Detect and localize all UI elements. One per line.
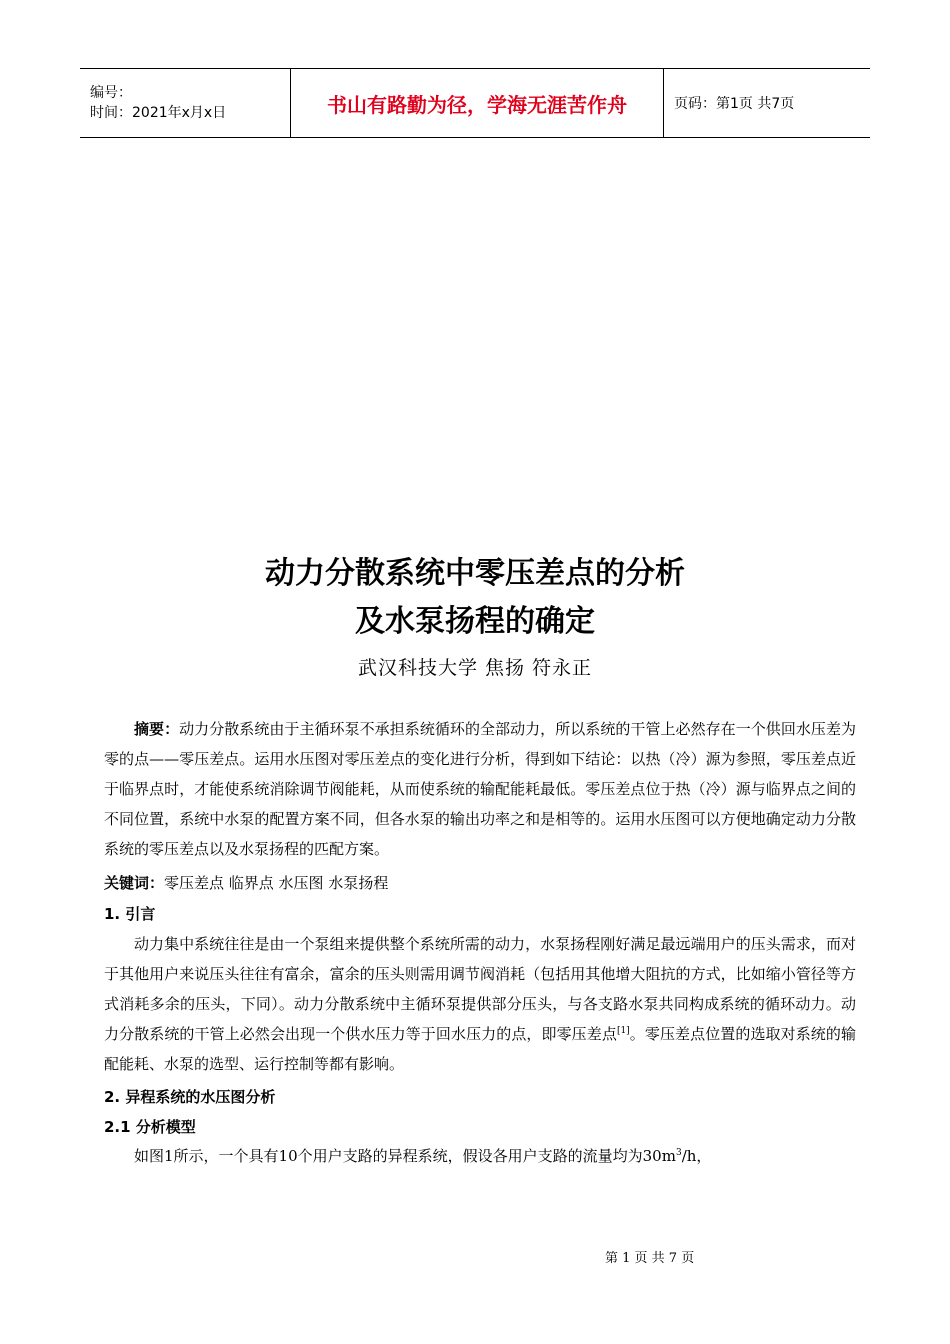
- header-motto: [291, 69, 664, 137]
- section-2-1-heading: 2.1 分析模型: [104, 1118, 196, 1136]
- section-2-1-body: [104, 1141, 856, 1171]
- abstract-label: 摘要：: [134, 720, 180, 738]
- keywords: [104, 868, 856, 898]
- section-2-1-text-a: 如图1所示，一个具有10个用户支路的异程系统，假设各用户支路的流量均为30m: [134, 1147, 676, 1165]
- section-1-text-b: 。零压差点位置的选取对系统的输配能耗、水泵的选型、运行控制等都有影响。: [104, 1025, 856, 1073]
- section-1-body: [104, 929, 856, 1079]
- reference-mark: [1]: [616, 1026, 630, 1036]
- header-time: 时间：2021年x月x日: [90, 105, 227, 121]
- section-1-text-a: 动力集中系统往往是由一个泵组来提供整个系统所需的动力，水泵扬程刚好满足最远端用户的压头需求，而对于其他用户来说压头往往有富余，富余的压头则需用调节阀消耗（包括用其他增大阻抗的方式，比如缩小管径等方式消耗多余的压头，下同）。动力分散系统中主循环泵提供部分压头，与各支路水泵共同构成系统的循环动力。动力分散系统的干管上必然会出现一个供水压力等于回水压力的点，即零压差点: [104, 935, 856, 1043]
- keywords-text: 零压差点 临界点 水压图 水泵扬程: [164, 874, 389, 892]
- page-footer: 第 1 页 共 7 页: [605, 1251, 695, 1266]
- abstract-text: 动力分散系统由于主循环泵不承担系统循环的全部动力，所以系统的干管上必然存在一个供回水压差为零的点——零压差点。运用水压图对零压差点的变化进行分析，得到如下结论：以热（冷）源为参照，零压差点近于临界点时，才能使系统消除调节阀能耗，从而使系统的输配能耗最低。零压差点位于热（冷）源与临界点之间的不同位置，系统中水泵的配置方案不同，但各水泵的输出功率之和是相等的。运用水压图可以方便地确定动力分散系统的零压差点以及水泵扬程的匹配方案。: [104, 720, 856, 858]
- keywords-label: 关键词：: [104, 874, 165, 892]
- title-line-1: 动力分散系统中零压差点的分析: [265, 556, 685, 591]
- page-header: [80, 68, 870, 138]
- page-code-text: 页码：第1页 共7页: [674, 96, 795, 112]
- section-1-heading: 1. 引言: [104, 905, 156, 923]
- section-2-1-text-b: /h，: [681, 1147, 712, 1165]
- title-line-2: 及水泵扬程的确定: [355, 604, 595, 639]
- superscript-3: 3: [675, 1148, 682, 1158]
- section-2-heading: 2. 异程系统的水压图分析: [104, 1088, 276, 1106]
- header-page-code: [664, 69, 870, 137]
- header-number: 编号：: [90, 85, 132, 101]
- motto-text: 书山有路勤为径，学海无涯苦作舟: [327, 92, 627, 117]
- header-meta: [80, 69, 291, 137]
- abstract: [104, 714, 856, 864]
- authors: 武汉科技大学 焦扬 符永正: [357, 657, 593, 679]
